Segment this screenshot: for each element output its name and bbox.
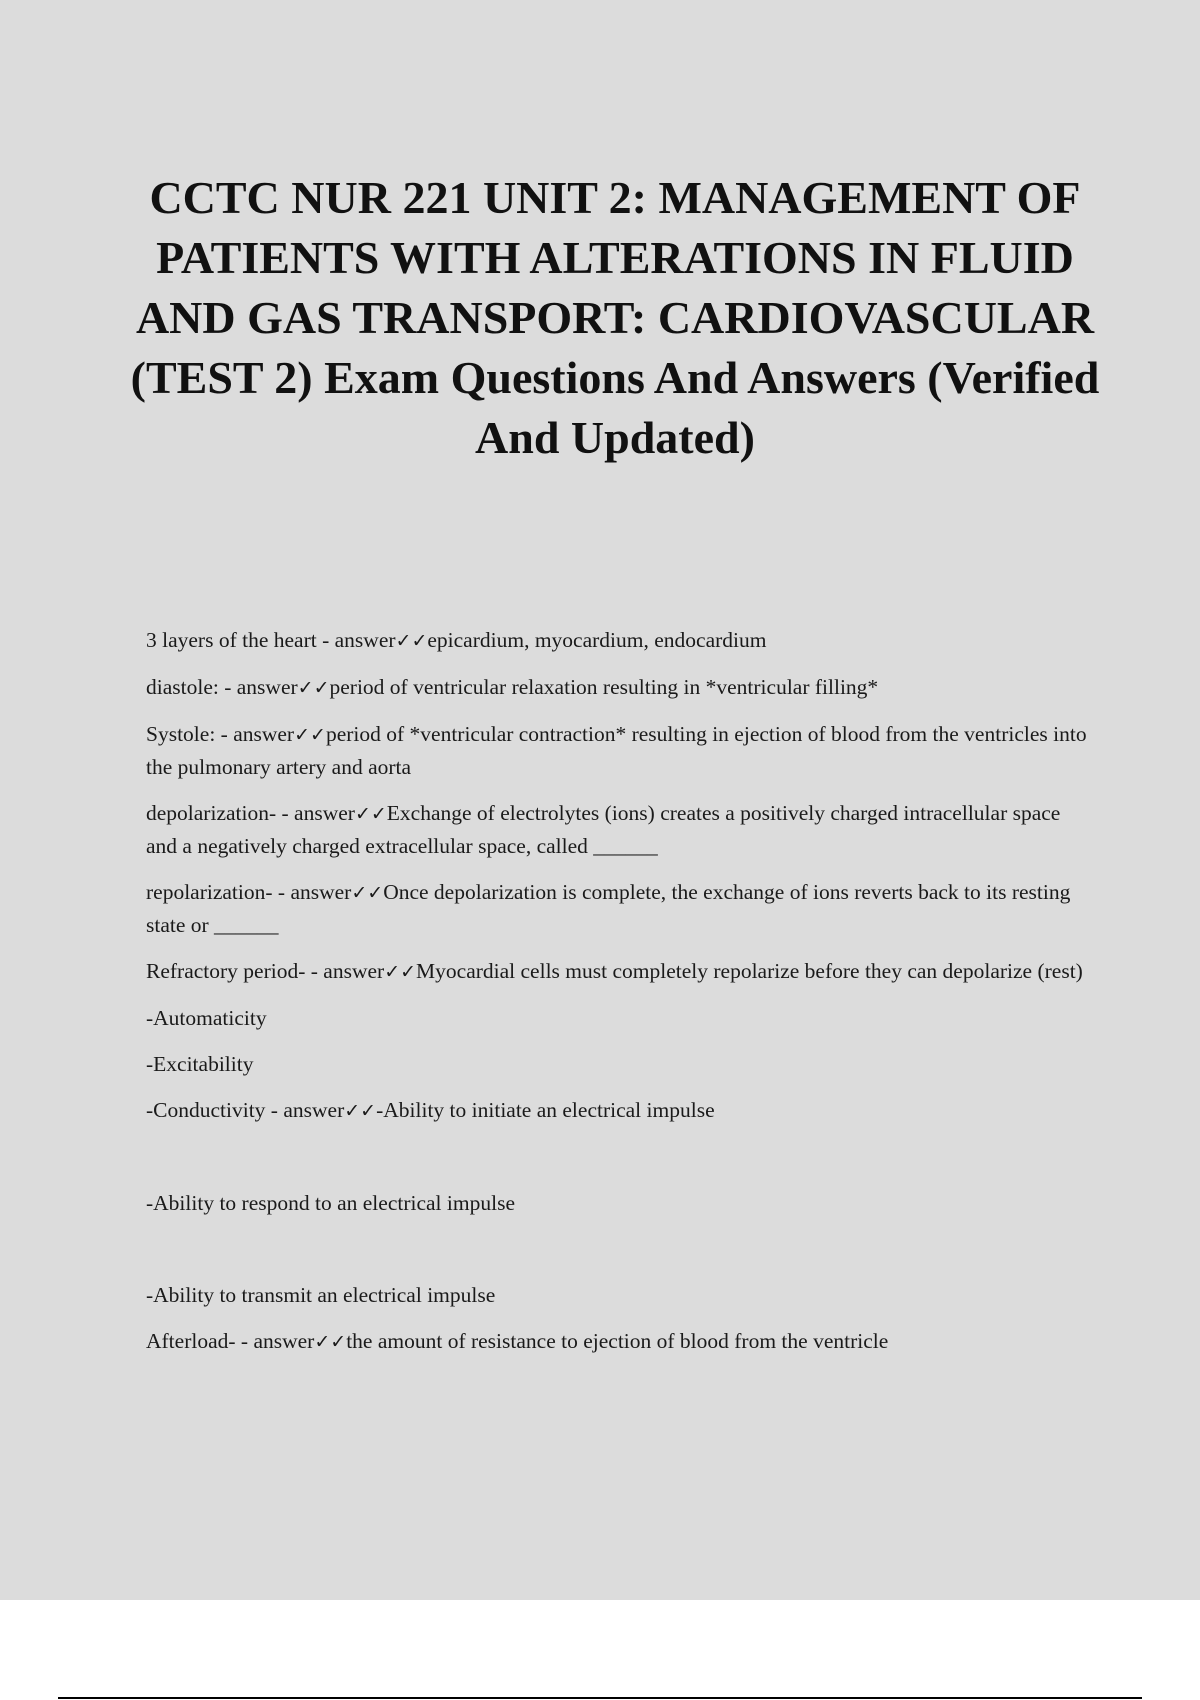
double-check-icon: ✓✓ xyxy=(351,882,384,904)
double-check-icon: ✓✓ xyxy=(354,803,387,825)
question-text: Afterload- - answer xyxy=(146,1329,315,1353)
double-check-icon: ✓✓ xyxy=(344,1100,377,1122)
question-text: diastole: - answer xyxy=(146,675,298,699)
qa-item xyxy=(146,624,1096,657)
double-check-icon: ✓✓ xyxy=(314,1331,347,1353)
answer-line: -Ability to transmit an electrical impulse xyxy=(146,1283,496,1307)
answer-text: Exchange of electrolytes (ions) creates a positively charged intracellular space and a negatively charged extracellular space, called ______ xyxy=(146,801,1061,858)
answer-text: Myocardial cells must completely repolarize before they can depolarize (rest) xyxy=(416,959,1083,983)
qa-item xyxy=(146,1325,1096,1358)
footer-divider xyxy=(58,1697,1142,1699)
answer-text: period of *ventricular contraction* resulting in ejection of blood from the ventricles into the pulmonary artery and aorta xyxy=(146,722,1087,779)
double-check-icon: ✓✓ xyxy=(297,677,330,699)
question-text: 3 layers of the heart - answer xyxy=(146,628,396,652)
qa-item xyxy=(146,955,1096,988)
property-line: -Automaticity xyxy=(146,1006,267,1030)
question-text: Refractory period- - answer xyxy=(146,959,385,983)
answer-text: epicardium, myocardium, endocardium xyxy=(427,628,767,652)
answer-text: -Ability to initiate an electrical impulse xyxy=(376,1098,715,1122)
property-line: -Excitability xyxy=(146,1052,254,1076)
qa-list xyxy=(146,624,1096,1372)
qa-item xyxy=(146,671,1096,704)
double-check-icon: ✓✓ xyxy=(294,724,326,746)
question-text: Systole: - answer xyxy=(146,722,295,746)
answer-text: period of ventricular relaxation resulting in *ventricular filling* xyxy=(329,675,879,699)
double-check-icon: ✓✓ xyxy=(384,961,417,983)
answer-line: -Ability to respond to an electrical impulse xyxy=(146,1191,515,1215)
question-text: depolarization- - answer xyxy=(146,801,355,825)
double-check-icon: ✓✓ xyxy=(395,630,428,652)
question-text: -Conductivity - answer xyxy=(146,1098,345,1122)
answer-text: Once depolarization is complete, the exchange of ions reverts back to its resting state or ______ xyxy=(146,880,1071,937)
qa-item xyxy=(146,718,1096,783)
document-title: CCTC NUR 221 UNIT 2: MANAGEMENT OF PATIENTS WITH ALTERATIONS IN FLUID AND GAS TRANSPORT: CARDIOVASCULAR (TEST 2) Exam Questions And Answers (Verified And Updated) xyxy=(130,172,1100,463)
question-text: repolarization- - answer xyxy=(146,880,352,904)
qa-item xyxy=(146,797,1096,862)
qa-item xyxy=(146,1094,1096,1127)
qa-item xyxy=(146,876,1096,941)
answer-text: the amount of resistance to ejection of blood from the ventricle xyxy=(346,1329,889,1353)
